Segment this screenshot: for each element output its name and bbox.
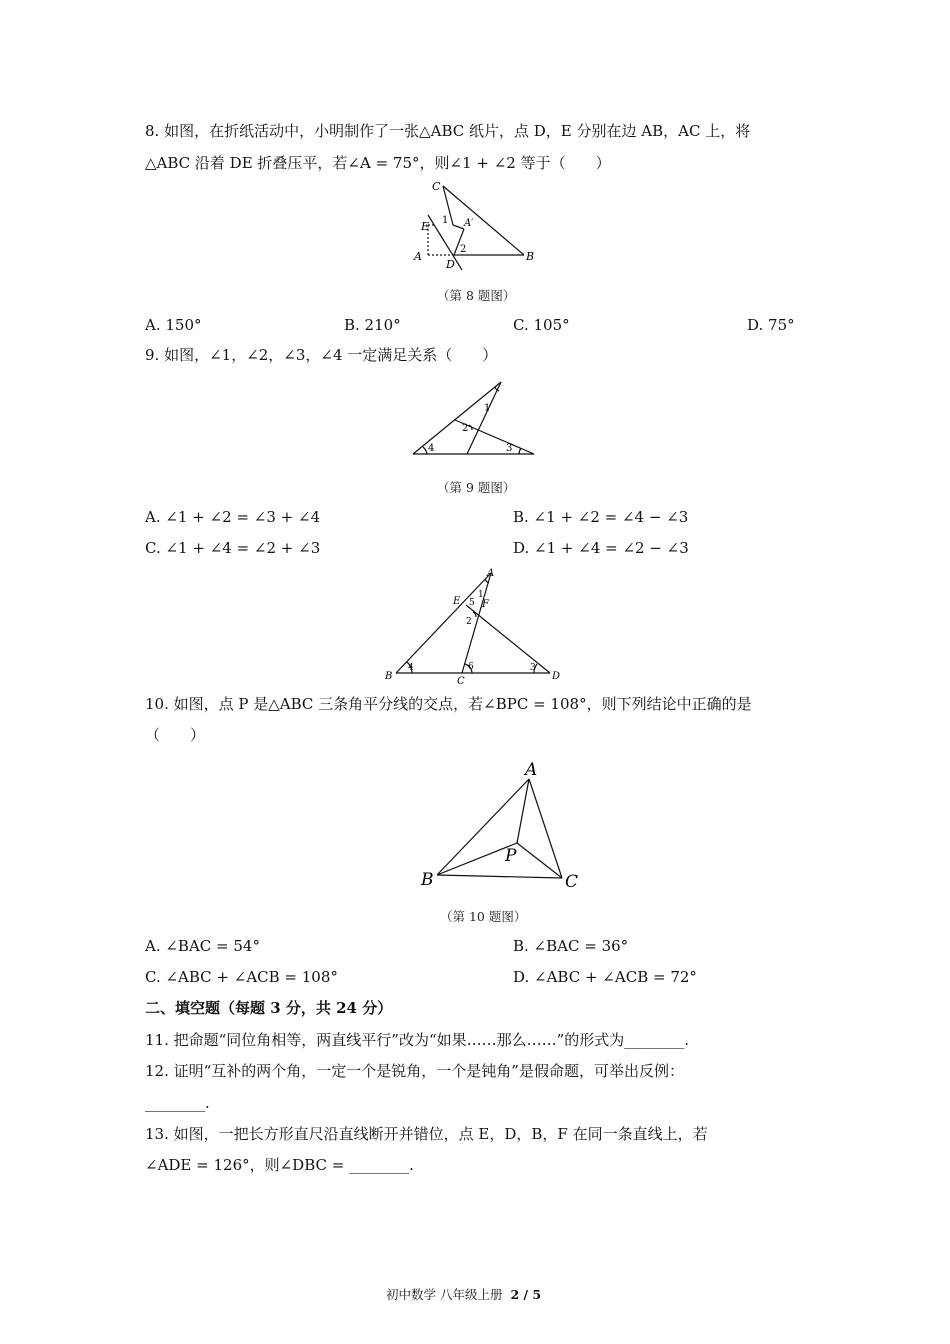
q9b-angle-5: 5 [469,598,475,608]
q9b-label-b: B [385,671,393,682]
q9-option-b: B. ∠1 + ∠2 = ∠4 − ∠3 [513,508,689,526]
q8-label-c: C [432,180,441,193]
q12-line1: 12. 证明“互补的两个角，一定一个是锐角，一个是钝角”是假命题，可举出反例： [145,1062,684,1080]
q9-angle-3: 3 [506,443,513,454]
q10-caption: （第 10 题图） [440,909,527,924]
page-footer [386,1285,541,1303]
q8-label-d: D [446,258,455,270]
q9b-angle-1: 1 [478,590,484,600]
q8-option-a: A. 150° [145,316,202,334]
q9b-angle-2: 2 [466,617,472,627]
q9-angle-4: 4 [428,443,435,454]
q10-option-a: A. ∠BAC = 54° [145,937,260,955]
q13-line1: 13. 如图，一把长方形直尺沿直线断开并错位，点 E，D，B，F 在同一条直线上，若 [145,1125,708,1143]
q9-figure [405,378,541,458]
q9-figure-extended [382,565,564,685]
q9b-label-f: F [482,599,489,610]
q8-option-d: D. 75° [747,316,795,334]
q10-label-b: B [421,870,434,890]
q10-option-d: D. ∠ABC + ∠ACB = 72° [513,968,697,986]
q13-line2: ∠ADE = 126°，则∠DBC = ________. [145,1156,414,1174]
q10-option-b: B. ∠BAC = 36° [513,937,629,955]
q9b-label-e: E [453,596,461,607]
q8-caption: （第 8 题图） [437,288,516,303]
q9-line1: 9. 如图，∠1，∠2，∠3，∠4 一定满足关系（ ） [145,346,498,364]
q8-angle-2: 2 [460,244,467,255]
footer-course: 初中数学 八年级上册 [386,1287,503,1302]
q8-angle-1: 1 [442,215,449,226]
q10-label-a: A [525,760,538,780]
q8-label-b: B [526,250,535,263]
q9-option-c: C. ∠1 + ∠4 = ∠2 + ∠3 [145,539,321,557]
q10-line1: 10. 如图，点 P 是△ABC 三条角平分线的交点，若∠BPC = 108°，则下列结论中正确的是 [145,695,752,713]
q9b-angle-3: 3 [530,663,536,673]
footer-page-number: 2 / 5 [510,1287,542,1302]
q10-label-p: P [505,846,517,866]
q11-line1: 11. 把命题“同位角相等，两直线平行”改为“如果……那么……”的形式为________. [145,1031,690,1049]
q10-label-c: C [565,872,579,892]
q9-option-a: A. ∠1 + ∠2 = ∠3 + ∠4 [145,508,321,526]
q8-option-b: B. 210° [344,316,401,334]
q9b-angle-6: 6 [468,662,474,672]
q8-line1: 8. 如图，在折纸活动中，小明制作了一张△ABC 纸片，点 D，E 分别在边 AB，AC 上，将 [145,122,751,140]
q8-label-a: A [414,250,422,263]
q10-line2: （ ） [145,726,206,744]
q8-figure [410,178,540,270]
q9-caption: （第 9 题图） [437,480,516,495]
q10-option-c: C. ∠ABC + ∠ACB = 108° [145,968,338,986]
q8-label-e: E [421,220,430,233]
q9b-label-c: C [457,676,465,685]
q9b-angle-4: 4 [408,663,414,673]
section2-heading: 二、填空题（每题 3 分，共 24 分） [145,999,393,1017]
q9-angle-1: 1 [484,403,491,414]
q8-option-c: C. 105° [513,316,570,334]
q12-line2: ________. [145,1094,210,1112]
q9b-label-a: A [487,568,495,579]
q9-angle-2: 2 [462,423,469,434]
q10-figure [415,755,590,895]
q9-option-d: D. ∠1 + ∠4 = ∠2 − ∠3 [513,539,689,557]
q8-line2: △ABC 沿着 DE 折叠压平，若∠A = 75°，则∠1 + ∠2 等于（ ） [145,154,611,172]
q8-label-a-prime: A′ [464,218,474,229]
q9b-label-d: D [552,671,561,682]
